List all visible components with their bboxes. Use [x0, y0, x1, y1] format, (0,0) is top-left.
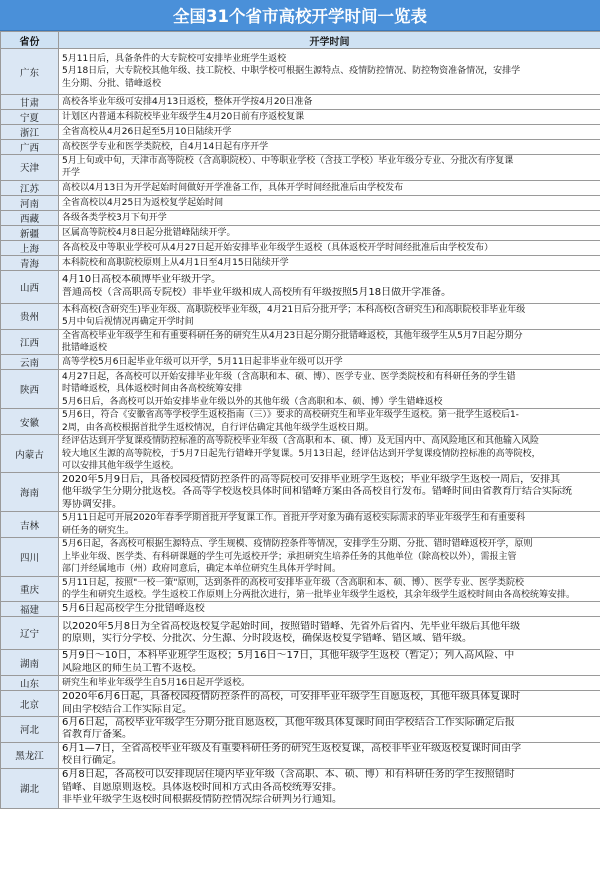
- opening-time-line: 非毕业年级学生返校时间根据疫情防控情况综合研判另行通知。: [62, 794, 342, 806]
- province-cell: 江苏: [1, 180, 59, 195]
- opening-time-line: 风险地区的师生员工暂不返校。: [62, 662, 202, 674]
- opening-time-cell: [59, 125, 600, 140]
- table-row: [1, 768, 600, 808]
- opening-time-line: 全省高校毕业年级学生和有重要科研任务的研究生从4月23日起分期分批错峰返校，其他年级学生从5月7日起分期分: [62, 330, 523, 341]
- opening-time-line: 的原则，实行分学校、分批次、分生源、分时段返校，确保返校复学错峰、错区域、错年级。: [62, 633, 472, 645]
- opening-time-line: 部门并经属地市（州）政府同意后，确定本单位研究生具体开学时间。: [62, 564, 342, 575]
- opening-time-line: 计划区内普通本科院校毕业年级学生4月20日前有序返校复课: [62, 111, 305, 122]
- opening-time-line: 经评估达到开学复课疫情防控标准的高等院校毕业年级（含高职和本、硕、博）及无国内中、高风险地区和其他输入风险: [62, 436, 540, 447]
- opening-time-line: 区属高等院校4月8日起分批错峰陆续开学。: [62, 227, 236, 238]
- opening-time-cell: [59, 473, 600, 512]
- opening-time-cell: [59, 155, 600, 181]
- header-row: [1, 32, 600, 49]
- province-cell: 西藏: [1, 210, 59, 225]
- table-row: [1, 303, 600, 329]
- province-cell: 天津: [1, 155, 59, 181]
- table-row: [1, 650, 600, 676]
- opening-time-cell: [59, 49, 600, 95]
- opening-time-line: 5月11日起，按照"一校一策"原则，达到条件的高校可安排毕业年级（含高职和本、硕、博）、医学专业、医学类院校: [62, 577, 524, 588]
- province-cell: 辽宁: [1, 617, 59, 650]
- opening-time-cell: [59, 742, 600, 768]
- opening-time-line: 2020年6月6日起，具备校园疫情防控条件的高校，可安排毕业年级学生自愿返校，其他年级具体复课时: [62, 691, 521, 703]
- table-row: [1, 742, 600, 768]
- opening-time-line: 5月11日后，具备条件的大专院校可安排毕业班学生返校: [62, 53, 287, 64]
- province-cell: 黑龙江: [1, 742, 59, 768]
- opening-time-line: 错峰、自愿原则返校。具体返校时间和方式由各高校统筹安排。: [62, 781, 342, 793]
- table-row: [1, 140, 600, 155]
- table-row: [1, 538, 600, 576]
- opening-time-line: 全省高校从4月26日起至5月10日陆续开学: [62, 126, 232, 137]
- opening-time-cell: [59, 303, 600, 329]
- opening-time-cell: [59, 538, 600, 576]
- opening-time-cell: [59, 409, 600, 435]
- table-row: [1, 617, 600, 650]
- province-cell: 青海: [1, 255, 59, 270]
- opening-time-cell: [59, 435, 600, 473]
- opening-time-cell: [59, 512, 600, 538]
- opening-time-cell: [59, 110, 600, 125]
- province-cell: 福建: [1, 602, 59, 617]
- province-cell: 北京: [1, 691, 59, 717]
- opening-time-line: 省教育厅备案。: [62, 729, 132, 741]
- province-cell: 甘肃: [1, 95, 59, 110]
- opening-time-line: 5月18日后，大专院校其他年级、技工院校、中职学校可根据生源特点、疫情防控情况、防控物资准备情况，安排学: [62, 66, 521, 77]
- opening-time-line: 高校以4月13日为开学起始时间做好开学准备工作，具体开学时间经批准后由学校发布: [62, 182, 404, 193]
- opening-time-line: 筹协调安排。: [62, 498, 122, 510]
- province-cell: 重庆: [1, 576, 59, 602]
- province-cell: 四川: [1, 538, 59, 576]
- opening-time-cell: [59, 140, 600, 155]
- opening-time-line: 4月27日起，各高校可以开始安排毕业年级（含高职和本、硕、博）、医学专业、医学类院校和有科研任务的学生错: [62, 371, 516, 382]
- table-row: [1, 210, 600, 225]
- province-cell: 宁夏: [1, 110, 59, 125]
- opening-time-cell: [59, 650, 600, 676]
- table-row: [1, 270, 600, 303]
- table-row: [1, 435, 600, 473]
- opening-time-line: 他年级学生分期分批返校。各高等学校返校具体时间和错峰方案由各高校自行发布。错峰时间由省教育厅结合实际统: [62, 486, 572, 498]
- table-row: [1, 180, 600, 195]
- table-row: [1, 240, 600, 255]
- table-row: [1, 125, 600, 140]
- table-row: [1, 225, 600, 240]
- time-column-header: 开学时间: [59, 32, 600, 49]
- province-cell: 山东: [1, 676, 59, 691]
- opening-schedule-table: [0, 31, 600, 809]
- opening-time-cell: [59, 602, 600, 617]
- opening-time-cell: [59, 691, 600, 717]
- opening-time-cell: [59, 768, 600, 808]
- opening-time-cell: [59, 225, 600, 240]
- opening-time-line: 5月6日起高校学生分批错峰返校: [62, 603, 205, 615]
- opening-time-line: 可以安排其他年级学生返校。: [62, 461, 180, 472]
- opening-time-line: 较大地区生源的高等院校，于5月7日起先行错峰开学复课。5月13日起，经评估达到开学复课疫情防控标准的高等院校，: [62, 448, 541, 459]
- opening-time-cell: [59, 676, 600, 691]
- opening-time-line: 以2020年5月8日为全省高校返校复学起始时间，按照错时错峰、先省外后省内、先毕业年级后其他年级: [62, 620, 521, 632]
- province-cell: 河南: [1, 195, 59, 210]
- province-cell: 江西: [1, 329, 59, 355]
- opening-time-line: 普通高校（含高职高专院校）非毕业年级和成人高校所有年级按照5月18日做开学准备。: [62, 286, 452, 298]
- table-row: [1, 676, 600, 691]
- opening-time-line: 5月9日～10日，本科毕业班学生返校；5月16日～17日，其他年级学生返校（暂定）；列入高风险、中: [62, 650, 515, 662]
- table-row: [1, 409, 600, 435]
- opening-time-line: 生分期、分批、错峰返校: [62, 78, 162, 89]
- opening-time-cell: [59, 355, 600, 370]
- opening-time-line: 高校医学专业和医学类院校，自4月14日起有序开学: [62, 141, 269, 152]
- province-cell: 浙江: [1, 125, 59, 140]
- opening-time-cell: [59, 255, 600, 270]
- table-row: [1, 602, 600, 617]
- opening-time-line: 5月6日起，各高校可根据生源特点、学生规模、疫情防控条件等情况，安排学生分期、分批、错时错峰返校开学，原则: [62, 539, 533, 550]
- opening-time-line: 高校各毕业年级可安排4月13日返校，整体开学按4月20日准备: [62, 96, 313, 107]
- opening-time-line: 2周，由各高校根据首批学生返校情况，自行评估确定其他年级学生返校日期。: [62, 422, 374, 433]
- table-row: [1, 255, 600, 270]
- table-row: [1, 716, 600, 742]
- page-title: 全国31个省市高校开学时间一览表: [0, 0, 600, 31]
- opening-time-line: 各高校及中等职业学校可从4月27日起开始安排毕业年级学生返校（具体返校开学时间经批准后由学校发布）: [62, 242, 494, 253]
- province-column-header: 省份: [1, 32, 59, 49]
- opening-time-line: 高等学校5月6日起毕业年级可以开学，5月11日起非毕业年级可以开学: [62, 357, 343, 368]
- province-cell: 河北: [1, 716, 59, 742]
- opening-time-line: 间由学校结合工作实际自定。: [62, 703, 192, 715]
- table-row: [1, 110, 600, 125]
- table-body: [1, 49, 600, 809]
- table-row: [1, 473, 600, 512]
- province-cell: 安徽: [1, 409, 59, 435]
- opening-time-cell: [59, 180, 600, 195]
- opening-time-line: 研任务的研究生。: [62, 525, 135, 536]
- opening-time-cell: [59, 576, 600, 602]
- table-row: [1, 691, 600, 717]
- opening-time-cell: [59, 95, 600, 110]
- province-cell: 海南: [1, 473, 59, 512]
- province-cell: 广西: [1, 140, 59, 155]
- opening-time-line: 5月上旬或中旬，天津市高等院校（含高职院校）、中等职业学校（含技工学校）毕业年级分专业、分批次有序复课: [62, 156, 514, 166]
- opening-time-cell: [59, 270, 600, 303]
- opening-time-line: 5月6日后，各高校可以开始安排毕业年级以外的其他年级（含高职和本、硕、博）学生错峰返校: [62, 396, 443, 407]
- province-cell: 云南: [1, 355, 59, 370]
- province-cell: 上海: [1, 240, 59, 255]
- table-row: [1, 329, 600, 355]
- opening-time-line: 6月1—7日，全省高校毕业年级及有重要科研任务的研究生返校复课，高校非毕业年级返校复课时间由学: [62, 742, 522, 754]
- opening-time-line: 6月8日起，各高校可以安排现居住境内毕业年级（含高职、本、硕、博）和有科研任务的学生按照错时: [62, 769, 515, 781]
- province-cell: 陕西: [1, 370, 59, 409]
- province-cell: 广东: [1, 49, 59, 95]
- province-cell: 新疆: [1, 225, 59, 240]
- opening-time-line: 4月10日高校本硕博毕业年级开学。: [62, 274, 222, 286]
- opening-time-line: 校自行确定。: [62, 755, 122, 767]
- opening-time-line: 2020年5月9日后，具备校园疫情防控条件的高等院校可安排毕业班学生返校；毕业年级学生返校一周后，安排其: [62, 473, 561, 485]
- province-cell: 贵州: [1, 303, 59, 329]
- table-row: [1, 155, 600, 181]
- table-row: [1, 95, 600, 110]
- opening-time-cell: [59, 617, 600, 650]
- table-row: [1, 355, 600, 370]
- table-row: [1, 370, 600, 409]
- opening-time-cell: [59, 370, 600, 409]
- opening-time-line: 5月6日，符合《安徽省高等学校学生返校指南（三）》要求的高校研究生和毕业年级学生返校。第一批学生返校后1-: [62, 410, 519, 421]
- opening-time-line: 本科院校和高职院校原则上从4月1日至4月15日陆续开学: [62, 257, 289, 268]
- opening-time-cell: [59, 240, 600, 255]
- province-cell: 山西: [1, 270, 59, 303]
- opening-time-line: 时错峰返校，具体返校时间由各高校统筹安排: [62, 384, 243, 395]
- table-row: [1, 49, 600, 95]
- province-cell: 湖北: [1, 768, 59, 808]
- opening-time-line: 开学: [62, 168, 81, 179]
- opening-time-cell: [59, 195, 600, 210]
- opening-time-line: 的学生和研究生返校。学生返校工作原则上分两批次进行，第一批毕业年级学生返校，其余年级学生返校时间由各高校统筹安排。: [62, 589, 576, 600]
- opening-time-line: 上毕业年级、医学类、有科研课题的学生可先返校开学；承担研究生培养任务的其他单位（除高校以外），需报主管: [62, 551, 517, 562]
- opening-time-line: 5月中旬后视情况再确定开学时间: [62, 317, 194, 328]
- opening-time-line: 本科高校(含研究生)毕业年级、高职院校毕业年级，4月21日后分批开学；本科高校(含研究生)和高职院校非毕业年级: [62, 304, 526, 315]
- opening-time-cell: [59, 329, 600, 355]
- opening-time-line: 研究生和毕业年级学生自5月16日起开学返校。: [62, 677, 251, 688]
- province-cell: 湖南: [1, 650, 59, 676]
- opening-time-line: 批错峰返校: [62, 343, 108, 354]
- province-cell: 吉林: [1, 512, 59, 538]
- opening-time-line: 全省高校以4月25日为返校复学起始时间: [62, 197, 224, 208]
- opening-time-line: 5月11日起可开展2020年春季学期首批开学复课工作。首批开学对象为确有返校实际需求的毕业年级学生和有重要科: [62, 513, 526, 524]
- table-row: [1, 195, 600, 210]
- opening-time-cell: [59, 210, 600, 225]
- table-row: [1, 576, 600, 602]
- opening-time-line: 各级各类学校3月下旬开学: [62, 212, 167, 223]
- province-cell: 内蒙古: [1, 435, 59, 473]
- opening-time-cell: [59, 716, 600, 742]
- table-row: [1, 512, 600, 538]
- opening-time-line: 6月6日起，高校毕业年级学生分期分批自愿返校，其他年级具体复课时间由学校结合工作实际确定后报: [62, 716, 515, 728]
